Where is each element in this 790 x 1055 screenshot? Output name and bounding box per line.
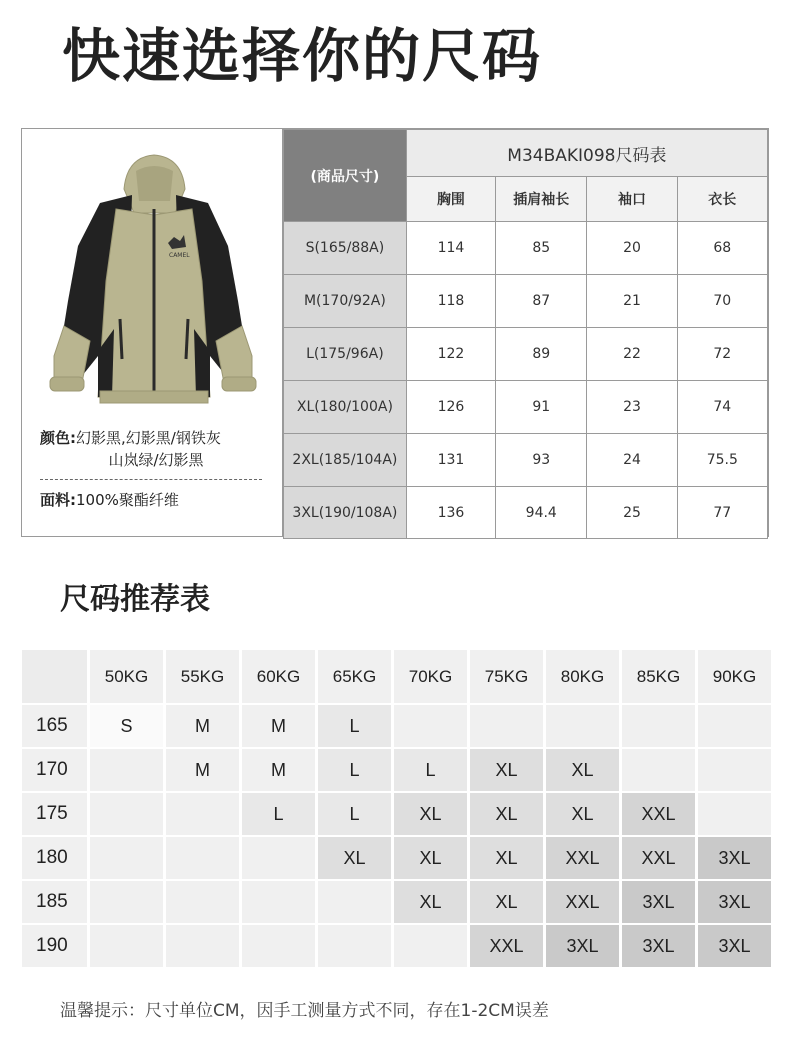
- height-label-cell: 185: [22, 881, 87, 923]
- size-label-cell: S(165/88A): [284, 222, 407, 275]
- size-recommendation-cell: [90, 749, 163, 791]
- size-recommendation-cell: M: [242, 749, 315, 791]
- size-label-cell: M(170/92A): [284, 275, 407, 328]
- size-recommendation-cell: XXL: [470, 925, 543, 967]
- color-value-line1: 幻影黑,幻影黑/钢铁灰: [76, 429, 221, 447]
- value-cell: 23: [587, 381, 677, 434]
- size-header-cell: (商品尺寸): [284, 130, 407, 222]
- size-recommendation-cell: XL: [394, 837, 467, 879]
- size-recommendation-cell: M: [242, 705, 315, 747]
- size-recommendation-cell: [622, 749, 695, 791]
- weight-header: 70KG: [394, 650, 467, 703]
- page-title: 快速选择你的尺码: [62, 22, 543, 90]
- size-recommendation-cell: [90, 925, 163, 967]
- size-recommendation-cell: XXL: [546, 881, 619, 923]
- color-label: 颜色:: [40, 429, 76, 447]
- value-cell: 136: [406, 487, 495, 539]
- weight-header: 55KG: [166, 650, 239, 703]
- weight-header: 50KG: [90, 650, 163, 703]
- size-table: [283, 129, 768, 539]
- value-cell: 89: [496, 328, 587, 381]
- size-recommendation-cell: XXL: [622, 793, 695, 835]
- size-recommendation-cell: XL: [470, 793, 543, 835]
- value-cell: 68: [677, 222, 767, 275]
- size-recommendation-cell: 3XL: [698, 881, 771, 923]
- height-label-cell: 175: [22, 793, 87, 835]
- size-recommendation-cell: [698, 705, 771, 747]
- value-cell: 72: [677, 328, 767, 381]
- size-label-cell: L(175/96A): [284, 328, 407, 381]
- weight-header: 90KG: [698, 650, 771, 703]
- value-cell: 25: [587, 487, 677, 539]
- size-chart-block: [21, 128, 769, 537]
- value-cell: 126: [406, 381, 495, 434]
- value-cell: 118: [406, 275, 495, 328]
- size-recommendation-cell: XL: [394, 793, 467, 835]
- value-cell: 131: [406, 434, 495, 487]
- value-cell: 21: [587, 275, 677, 328]
- size-recommendation-cell: [90, 881, 163, 923]
- weight-header: 65KG: [318, 650, 391, 703]
- material-value: 100%聚酯纤维: [76, 491, 179, 509]
- size-recommendation-cell: XL: [394, 881, 467, 923]
- table-row: [284, 487, 768, 539]
- color-info: [40, 427, 272, 471]
- size-recommendation-cell: 3XL: [698, 925, 771, 967]
- size-recommendation-cell: [166, 881, 239, 923]
- column-header: 胸围: [406, 177, 495, 222]
- value-cell: 85: [496, 222, 587, 275]
- table-row: [284, 275, 768, 328]
- size-label-cell: 3XL(190/108A): [284, 487, 407, 539]
- value-cell: 77: [677, 487, 767, 539]
- size-recommendation-cell: 3XL: [698, 837, 771, 879]
- weight-header: 75KG: [470, 650, 543, 703]
- size-recommendation-cell: [166, 925, 239, 967]
- value-cell: 75.5: [677, 434, 767, 487]
- value-cell: 22: [587, 328, 677, 381]
- size-recommendation-cell: XL: [318, 837, 391, 879]
- table-row: [284, 328, 768, 381]
- size-recommendation-cell: [698, 749, 771, 791]
- size-recommendation-cell: XL: [546, 749, 619, 791]
- size-recommendation-cell: [90, 837, 163, 879]
- column-header: 插肩袖长: [496, 177, 587, 222]
- recommendation-table: [19, 648, 774, 969]
- size-recommendation-cell: XL: [470, 749, 543, 791]
- weight-header-row: [22, 650, 771, 703]
- color-value-line2: 山岚绿/幻影黑: [108, 451, 204, 469]
- size-recommendation-cell: 3XL: [546, 925, 619, 967]
- weight-header: 80KG: [546, 650, 619, 703]
- size-recommendation-cell: L: [318, 793, 391, 835]
- size-recommendation-cell: [166, 837, 239, 879]
- size-recommendation-cell: XXL: [546, 837, 619, 879]
- size-recommendation-cell: [546, 705, 619, 747]
- size-recommendation-cell: XL: [470, 837, 543, 879]
- material-label: 面料:: [40, 491, 76, 509]
- size-recommendation-cell: L: [318, 705, 391, 747]
- size-recommendation-cell: [622, 705, 695, 747]
- size-recommendation-cell: XXL: [622, 837, 695, 879]
- model-title-cell: M34BAKI098尺码表: [406, 130, 767, 177]
- size-recommendation-cell: L: [242, 793, 315, 835]
- value-cell: 24: [587, 434, 677, 487]
- size-recommendation-cell: [166, 793, 239, 835]
- value-cell: 91: [496, 381, 587, 434]
- table-row: [22, 837, 771, 879]
- height-label-cell: 190: [22, 925, 87, 967]
- recommendation-title: 尺码推荐表: [60, 582, 210, 617]
- size-recommendation-cell: XL: [470, 881, 543, 923]
- value-cell: 74: [677, 381, 767, 434]
- weight-header: 85KG: [622, 650, 695, 703]
- table-row: [22, 749, 771, 791]
- size-recommendation-cell: [318, 881, 391, 923]
- height-label-cell: 165: [22, 705, 87, 747]
- value-cell: 70: [677, 275, 767, 328]
- dashed-divider: [40, 479, 262, 480]
- value-cell: 94.4: [496, 487, 587, 539]
- table-row: [22, 793, 771, 835]
- size-recommendation-cell: 3XL: [622, 881, 695, 923]
- value-cell: 114: [406, 222, 495, 275]
- value-cell: 93: [496, 434, 587, 487]
- size-recommendation-cell: [470, 705, 543, 747]
- size-recommendation-cell: [698, 793, 771, 835]
- size-recommendation-cell: [90, 793, 163, 835]
- logo-text: CAMEL: [169, 252, 190, 259]
- table-row: [284, 222, 768, 275]
- jacket-image: [42, 151, 262, 421]
- size-recommendation-cell: L: [318, 749, 391, 791]
- size-recommendation-cell: M: [166, 749, 239, 791]
- size-recommendation-cell: S: [90, 705, 163, 747]
- table-row: [22, 925, 771, 967]
- size-recommendation-cell: [242, 925, 315, 967]
- product-panel: [22, 129, 283, 536]
- value-cell: 87: [496, 275, 587, 328]
- column-header: 袖口: [587, 177, 677, 222]
- value-cell: 122: [406, 328, 495, 381]
- size-recommendation-cell: L: [394, 749, 467, 791]
- height-label-cell: 170: [22, 749, 87, 791]
- size-label-cell: 2XL(185/104A): [284, 434, 407, 487]
- size-recommendation-cell: 3XL: [622, 925, 695, 967]
- column-header: 衣长: [677, 177, 767, 222]
- table-row: [284, 381, 768, 434]
- size-recommendation-cell: [242, 881, 315, 923]
- table-row: [22, 881, 771, 923]
- size-recommendation-cell: XL: [546, 793, 619, 835]
- measurement-note: 温馨提示：尺寸单位CM，因手工测量方式不同，存在1-2CM误差: [60, 1001, 549, 1021]
- size-recommendation-cell: M: [166, 705, 239, 747]
- size-recommendation-cell: [394, 705, 467, 747]
- material-info: [40, 489, 272, 511]
- weight-header: 60KG: [242, 650, 315, 703]
- corner-cell: [22, 650, 87, 703]
- value-cell: 20: [587, 222, 677, 275]
- size-recommendation-cell: [394, 925, 467, 967]
- table-row: [284, 434, 768, 487]
- size-recommendation-cell: [318, 925, 391, 967]
- table-row: [22, 705, 771, 747]
- size-label-cell: XL(180/100A): [284, 381, 407, 434]
- height-label-cell: 180: [22, 837, 87, 879]
- size-recommendation-cell: [242, 837, 315, 879]
